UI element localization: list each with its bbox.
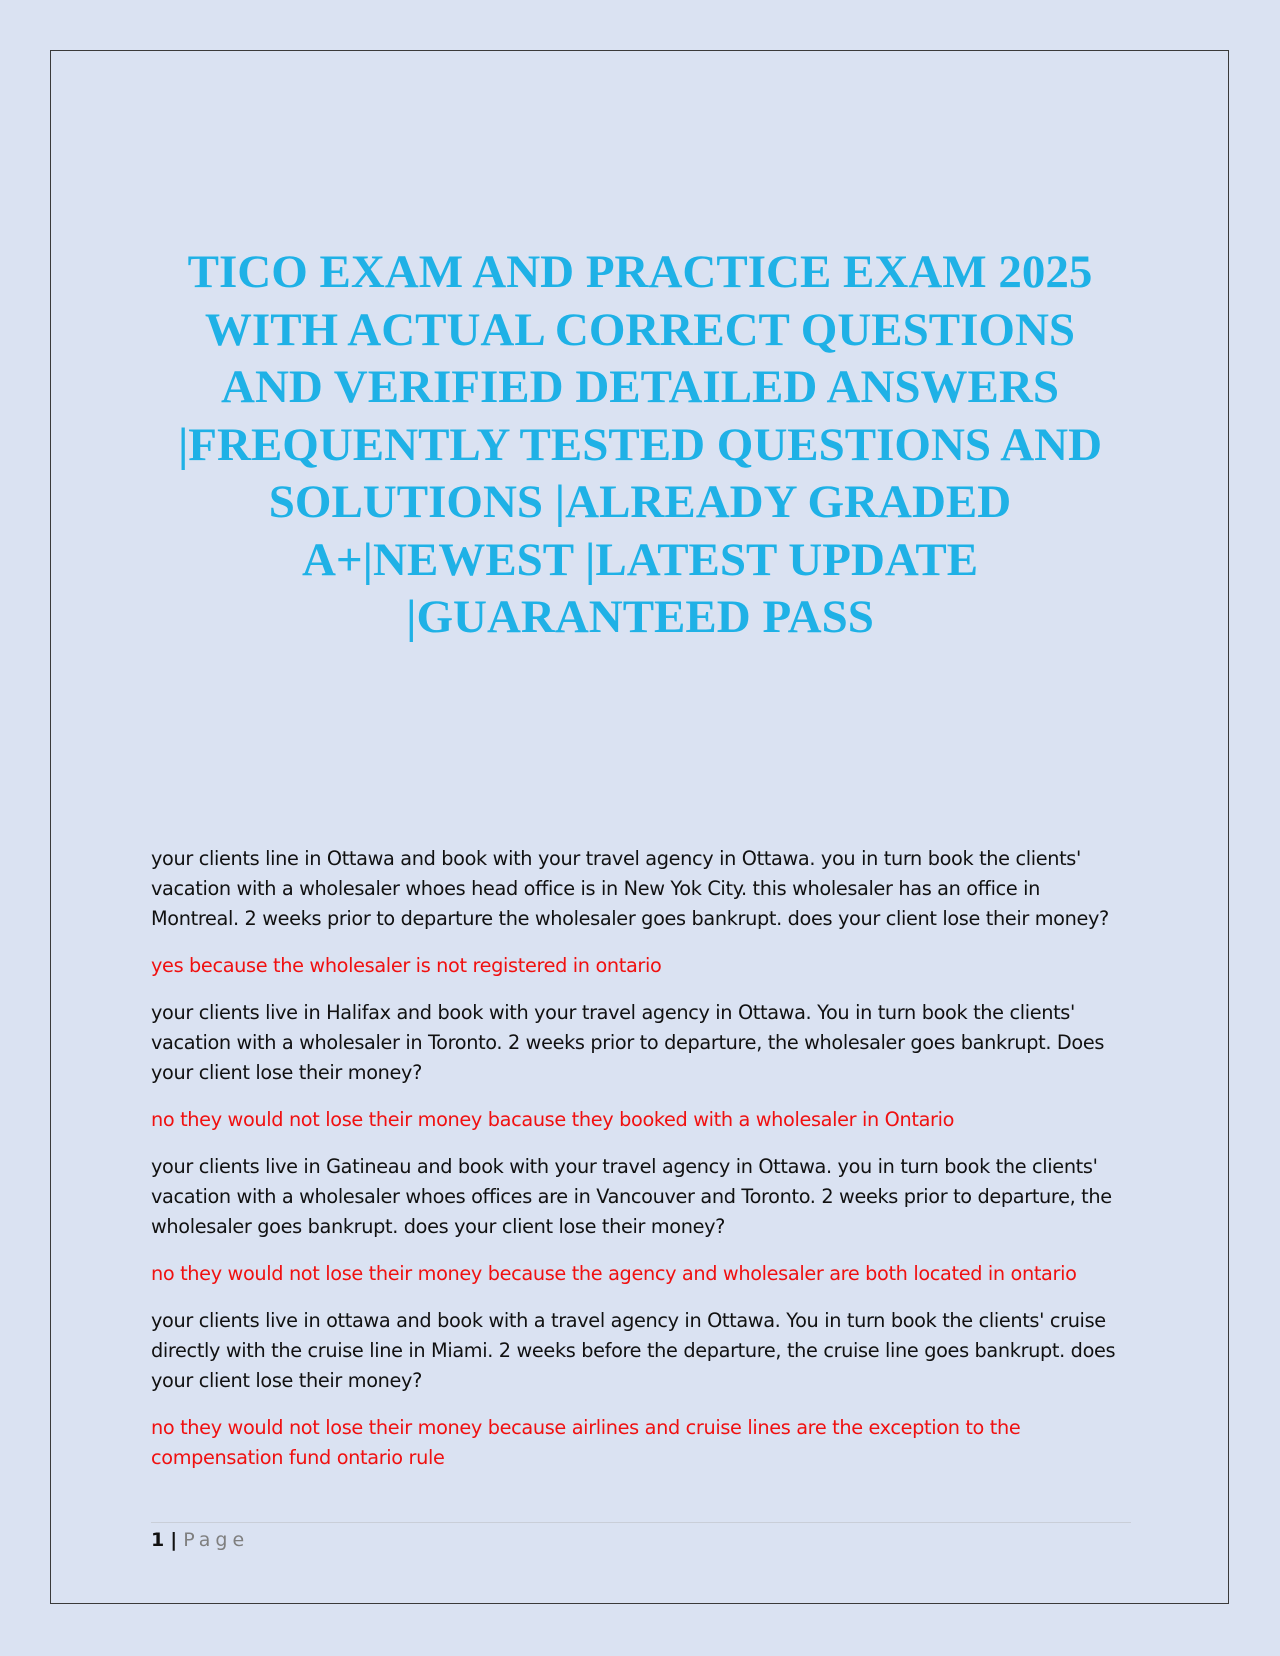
document-body — [151, 844, 1131, 1490]
page-footer — [151, 1527, 249, 1553]
page-number: 1 — [151, 1529, 165, 1551]
question-text: your clients live in Gatineau and book with your travel agency in Ottawa. you in turn book the clients' vacation with a wholesaler whoes offices are in Vancouver and Toronto. 2 weeks prior to departure, the wholesaler goes bankrupt. does your client lose their money? — [151, 1155, 1112, 1238]
qa-item — [151, 844, 1131, 981]
footer-separator: | — [170, 1529, 178, 1551]
footer-divider — [151, 1522, 1131, 1523]
answer-text: no they would not lose their money bacause they booked with a wholesaler in Ontario — [151, 1108, 955, 1131]
qa-item — [151, 1306, 1131, 1473]
page-label: Page — [183, 1529, 250, 1551]
question-text: your clients live in ottawa and book with a travel agency in Ottawa. You in turn book the clients' cruise directly with the cruise line in Miami. 2 weeks before the departure, the cruise line goes bankrupt. does your client lose their money? — [151, 1309, 1116, 1392]
qa-item — [151, 998, 1131, 1135]
question-text: your clients line in Ottawa and book with your travel agency in Ottawa. you in turn book the clients' vacation with a wholesaler whoes head office is in New Yok City. this wholesaler has an office in Montreal. 2 weeks prior to departure the wholesaler goes bankrupt. does your client lose their money? — [151, 847, 1109, 930]
question-text: your clients live in Halifax and book with your travel agency in Ottawa. You in turn book the clients' vacation with a wholesaler in Toronto. 2 weeks prior to departure, the wholesaler goes bankrupt. Does your client lose their money? — [151, 1001, 1105, 1084]
answer-text: yes because the wholesaler is not registered in ontario — [151, 954, 662, 977]
answer-text: no they would not lose their money because the agency and wholesaler are both located in ontario — [151, 1262, 1077, 1285]
answer-text: no they would not lose their money because airlines and cruise lines are the exception to the compensation fund ontario rule — [151, 1416, 1021, 1469]
document-title: TICO EXAM AND PRACTICE EXAM 2025 WITH ACTUAL CORRECT QUESTIONS AND VERIFIED DETAILED ANSWERS |FREQUENTLY TESTED QUESTIONS AND SOLUTIONS |ALREADY GRADED A+|NEWEST |LATEST UPDATE |GUARANTEED PASS — [177, 246, 1103, 643]
qa-item — [151, 1152, 1131, 1289]
